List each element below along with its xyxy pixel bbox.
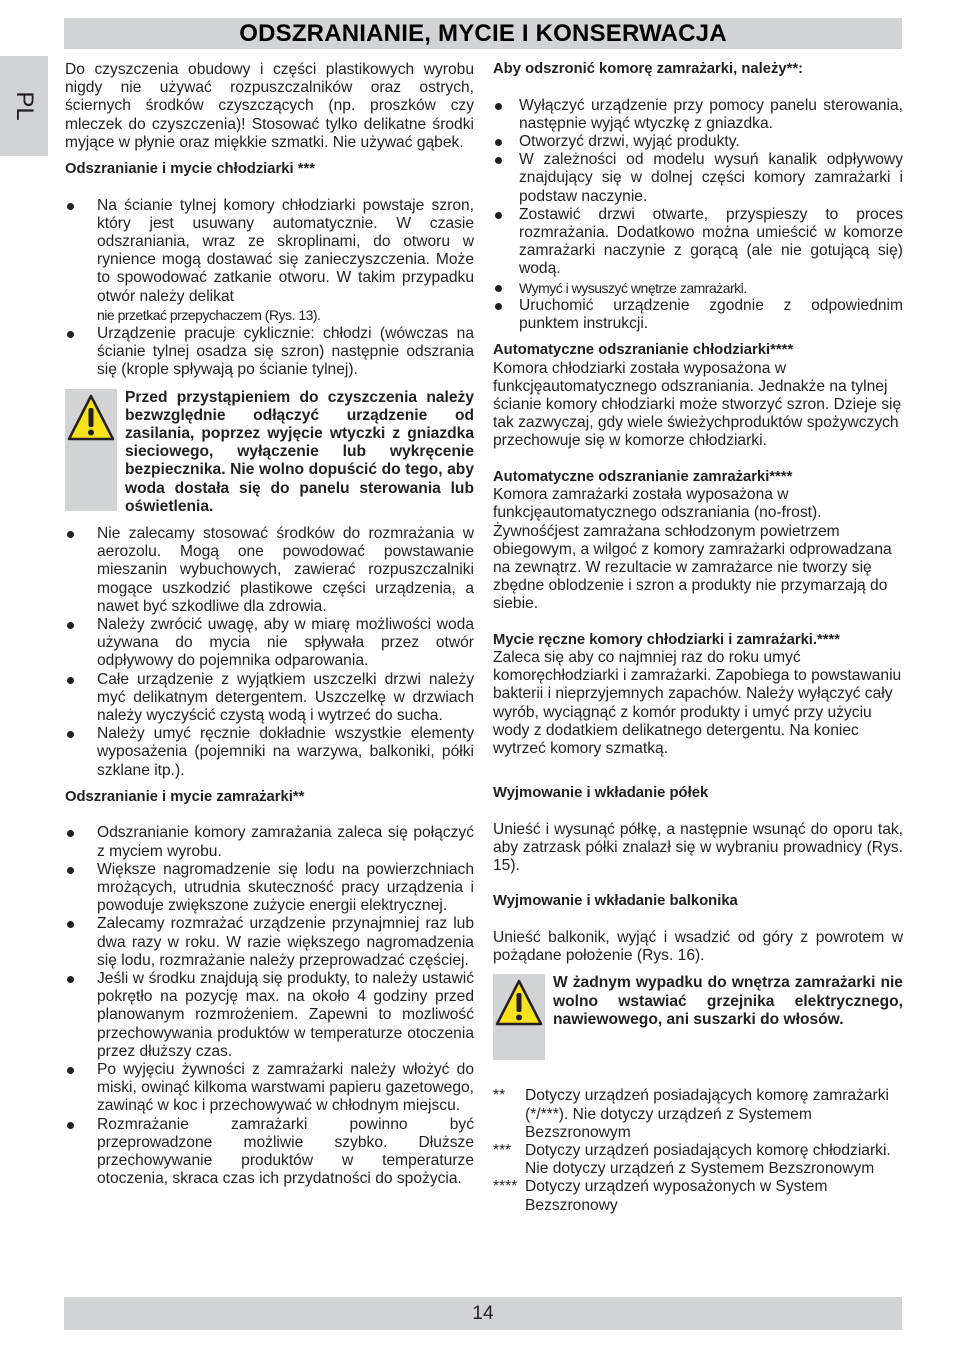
auto-freezer-text: Komora zamrażarki została wyposażona w funkcjęautomatycznego odszraniania (no-frost). Żywnośćjest zamrażana schłodzonym powietrzem obiegowym, a wilgoć z komory zamrażarki odprowadzana na zewnątrz. W rezultacie w zamrażarce nie tworzy się zbędne oblodzenie i szron a produkty nie przymarzają do siebie.: [493, 486, 892, 613]
page-number: 14: [472, 1303, 494, 1324]
manual-cleaning-heading: Mycie ręczne komory chłodziarki i zamrażarki.****: [493, 631, 841, 648]
footnote: [493, 1087, 903, 1142]
footnote-mark: ****: [493, 1178, 518, 1196]
language-tab: [0, 56, 48, 156]
list-item: Odszranianie komory zamrażania zaleca się połączyć z myciem wyrobu.: [65, 824, 474, 860]
list-item: Należy umyć ręcznie dokładnie wszystkie elementy wyposażenia (pojemniki na warzywa, balkoniki, półki szklane itp.).: [65, 725, 474, 780]
shelves-heading: Wyjmowanie i wkładanie półek: [493, 785, 709, 802]
warning-triangle-icon: [495, 978, 543, 1028]
list-item: Należy zwrócić uwagę, aby w miarę możliwości woda używana do mycia nie spływała przez otwór odpływowy do pojemnika odparowania.: [65, 616, 474, 671]
balcony-heading: Wyjmowanie i wkładanie balkonika: [493, 893, 738, 910]
list-item: W zależności od modelu wysuń kanalik odpływowy znajdujący się w dolnej części komory zamrażarki i podstaw naczynie.: [493, 151, 903, 206]
footnote-text: Dotyczy urządzeń wyposażonych w System Bezszronowy: [525, 1178, 828, 1214]
shelves-text: Unieść i wysunąć półkę, a następnie wsunąć do oporu tak, aby zatrzask półki znalazł się w wybraniu prowadnicy (Rys. 15).: [493, 820, 903, 875]
left-column: [65, 61, 474, 1188]
list-item: Urządzenie pracuje cyklicznie: chłodzi (wówczas na ścianie tylnej osadza się szron) następnie odszrania się (krople spływają po ścianie tylnej).: [65, 325, 474, 380]
fridge-item-tail: nie przetkać przepychaczem (Rys. 13).: [97, 306, 321, 323]
auto-freezer-heading: Automatyczne odszranianie zamrażarki****: [493, 468, 793, 485]
list-item: Zalecamy rozmrażać urządzenie przynajmniej raz lub dwa razy w roku. W razie większego nagromadzenia się lodu, rozmrażanie należy przeprowadzać częściej.: [65, 915, 474, 970]
warning-icon-box: [65, 389, 117, 511]
list-item: Wymyć i wysuszyć wnętrze zamrażarki.: [493, 279, 903, 297]
footnote: [493, 1142, 903, 1178]
footnote-text: Dotyczy urządzeń posiadających komorę chłodziarki. Nie dotyczy urządzeń z Systemem Bezszronowym: [525, 1141, 891, 1178]
fridge-heading: Odszranianie i mycie chłodziarki ***: [65, 161, 316, 178]
list-item: Rozmrażanie zamrażarki powinno być przeprowadzone możliwie szybko. Dłuższe przechowywanie produktów w temperaturze otoczenia, skraca czas ich przydatności do spożycia.: [65, 1116, 474, 1189]
warning-block: [493, 974, 903, 1060]
language-label: PL: [11, 91, 38, 121]
warning-text: Przed przystąpieniem do czyszczenia należy bezwzględnie odłączyć urządzenie od zasilania, poprzez wyjęcie wtyczki z gniazdka sieciowego, wyłączenie lub wykręcenie bezpiecznika. Nie wolno dopuścić do tego, aby woda dostała się do panelu sterowania lub oświetlenia.: [125, 388, 474, 515]
right-column: [493, 61, 903, 1215]
list-item: Zostawić drzwi otwarte, przyspieszy to proces rozmrażania. Dodatkowo można umieścić w komorze zamrażarki naczynie z gorącą (ale nie gotującą się) wodą.: [493, 206, 903, 279]
warning-block: [65, 389, 474, 516]
page-title: ODSZRANIANIE, MYCIE I KONSERWACJA: [239, 20, 727, 47]
footnote-text: Dotyczy urządzeń posiadających komorę zamrażarki (*/***). Nie dotyczy urządzeń z Systemem Bezszronowym: [525, 1087, 890, 1141]
warning-text: W żadnym wypadku do wnętrza zamrażarki nie wolno wstawiać grzejnika elektrycznego, nawiewowego, ani suszarki do włosów.: [553, 974, 903, 1028]
auto-fridge-text: Komora chłodziarki została wyposażona w funkcjęautomatycznego odszraniania. Jednakże na tylnej ścianie komory chłodziarki może stworzyć szron. Dzieje się tak zazwyczaj, gdy wiele świeżychproduktów spożywczych przechowuje się w komorze chłodziarki.: [493, 359, 902, 450]
intro-paragraph: Do czyszczenia obudowy i części plastikowych wyrobu nigdy nie używać rozpuszczalników oraz ostrych, ściernych środków czyszczących (np. proszków czy mleczek do czyszczenia)! Stosować tylko delikatne środki myjące w płynie oraz miękkie szmatki. Nie używać gąbek.: [65, 61, 474, 151]
balcony-text: Unieść balkonik, wyjąć i wsadzić od góry z powrotem w pożądane położenie (Rys. 16).: [493, 928, 903, 965]
auto-fridge-heading: Automatyczne odszranianie chłodziarki****: [493, 342, 794, 359]
fridge-list: [65, 197, 474, 380]
general-list: [65, 525, 474, 780]
footnote-mark: **: [493, 1087, 506, 1105]
list-item: Na ścianie tylnej komory chłodziarki powstaje szron, który jest usuwany automatycznie. W czasie odszraniania, wraz ze skroplinami, do otworu w rynience mogą dostawać się zanieczyszczenia. Może to spowodować zatkanie otworu. W takim przypadku otwór należy delikat nie przetkać przepychaczem (Rys. 13).: [65, 197, 474, 325]
warning-icon-box: [493, 974, 545, 1060]
defrost-list: [493, 97, 903, 334]
list-item: Po wyjęciu żywności z zamrażarki należy włożyć do miski, owinąć kilkoma warstwami papieru gazetowego, zawinąć w koc i przechowywać w chłodnym miejscu.: [65, 1061, 474, 1116]
list-item: Nie zalecamy stosować środków do rozmrażania w aerozolu. Mogą one powodować powstawanie mieszanin wybuchowych, zawierać rozpuszczalniki mogące uszkodzić plastikowe części urządzenia, a nawet być szkodliwe dla zdrowia.: [65, 525, 474, 616]
freezer-heading: Odszranianie i mycie zamrażarki**: [65, 788, 305, 805]
footnotes: [493, 1087, 903, 1214]
defrost-heading: Aby odszronić komorę zamrażarki, należy**:: [493, 61, 804, 77]
manual-cleaning-text: Zaleca się aby co najmniej raz do roku umyć komoręchłodziarki i zamrażarki. Zapobiega to powstawaniu bakterii i nieprzyjemnych zapachów. Należy wyłączyć cały wyrób, wyciągnąć z komór produkty i umyć przy użyciu wody z dodatkiem delikatnego detergentu. Na koniec wytrzeć komory szmatką.: [493, 649, 902, 758]
list-item: Całe urządzenie z wyjątkiem uszczelki drzwi należy myć delikatnym detergentem. Uszczelkę w drzwiach należy wyczyścić czystą wodą i wytrzeć do sucha.: [65, 671, 474, 726]
warning-triangle-icon: [67, 393, 115, 443]
list-item: Większe nagromadzenie się lodu na powierzchniach mrożących, utrudnia skuteczność pracy urządzenia i powoduje zwiększone zużycie energii elektrycznej.: [65, 861, 474, 916]
list-item: Jeśli w środku znajdują się produkty, to należy ustawić pokrętło na pozycję max. na około 4 godziny przed planowanym rozmrożeniem. Zapewni to mozliwość przechowywania produktów w temperaturze otoczenia przez dłuższy czas.: [65, 970, 474, 1061]
list-item: Uruchomić urządzenie zgodnie z odpowiednim punktem instrukcji.: [493, 297, 903, 333]
footnote: [493, 1178, 903, 1214]
list-item: Wyłączyć urządzenie przy pomocy panelu sterowania, następnie wyjąć wtyczkę z gniazdka.: [493, 97, 903, 133]
title-bar: [64, 18, 902, 49]
footnote-mark: ***: [493, 1141, 512, 1159]
freezer-list: [65, 824, 474, 1188]
footer-bar: [64, 1297, 902, 1330]
list-item: Otworzyć drzwi, wyjąć produkty.: [493, 133, 903, 151]
